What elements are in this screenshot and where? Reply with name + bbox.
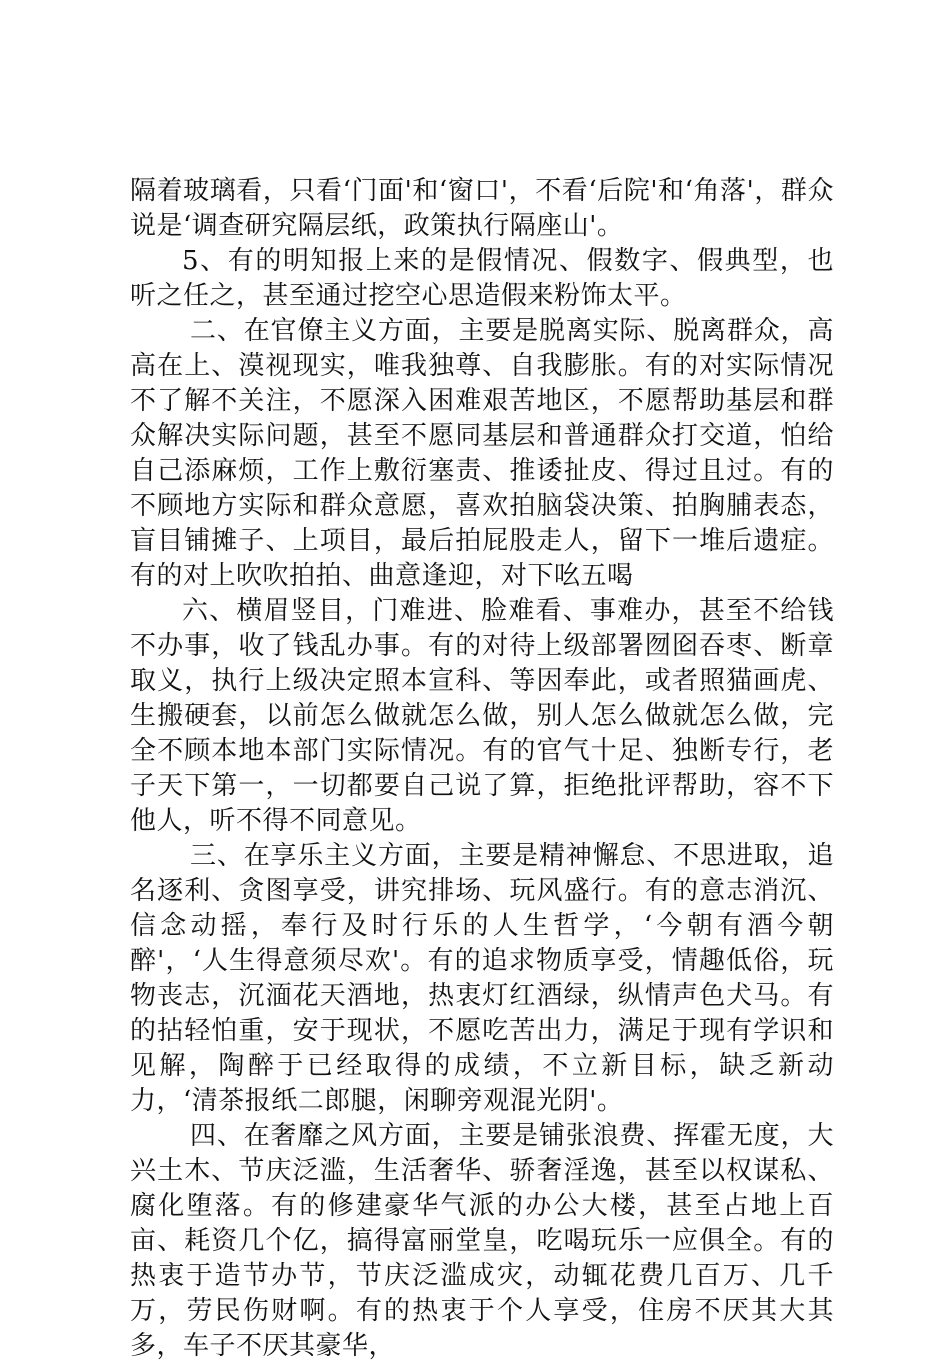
- paragraph-3: 二、在官僚主义方面，主要是脱离实际、脱离群众，高高在上、漠视现实，唯我独尊、自我膨胀。有的对实际情况不了解不关注，不愿深入困难艰苦地区，不愿帮助基层和群众解决实际问题，甚至不愿同基层和普通群众打交道，怕给自己添麻烦，工作上敷衍塞责、推诿扯皮、得过且过。有的不顾地方实际和群众意愿，喜欢拍脑袋决策、拍胸脯表态，盲目铺摊子、上项目，最后拍屁股走人，留下一堆后遗症。有的对上吹吹拍拍、曲意逢迎，对下吆五喝: [130, 316, 834, 591]
- paragraph-5: 三、在享乐主义方面，主要是精神懈怠、不思进取，追名逐利、贪图享受，讲究排场、玩风盛行。有的意志消沉、信念动摇，奉行及时行乐的人生哲学，‘今朝有酒今朝醉'，‘人生得意须尽欢'。有的追求物质享受，情趣低俗，玩物丧志，沉湎花天酒地，热衷灯红酒绿，纵情声色犬马。有的拈轻怕重，安于现状，不愿吃苦出力，满足于现有学识和见解，陶醉于已经取得的成绩，不立新目标，缺乏新动力，‘清茶报纸二郎腿，闲聊旁观混光阴'。: [130, 841, 834, 1116]
- paragraph-1: 隔着玻璃看，只看‘门面'和‘窗口'，不看‘后院'和‘角落'，群众说是‘调查研究隔层纸，政策执行隔座山'。: [130, 176, 834, 241]
- document-page: [130, 174, 834, 1364]
- paragraph-2: 5、有的明知报上来的是假情况、假数字、假典型，也听之任之，甚至通过挖空心思造假来粉饰太平。: [130, 246, 834, 311]
- paragraph-6: 四、在奢靡之风方面，主要是铺张浪费、挥霍无度，大兴土木、节庆泛滥，生活奢华、骄奢淫逸，甚至以权谋私、腐化堕落。有的修建豪华气派的办公大楼，甚至占地上百亩、耗资几个亿，搞得富丽堂皇，吃喝玩乐一应俱全。有的热衷于造节办节，节庆泛滥成灾，动辄花费几百万、几千万，劳民伤财啊。有的热衷于个人享受，住房不厌其大其多，车子不厌其豪华，: [130, 1121, 834, 1361]
- paragraph-4: 六、横眉竖目，门难进、脸难看、事难办，甚至不给钱不办事，收了钱乱办事。有的对待上级部署囫囵吞枣、断章取义，执行上级决定照本宣科、等因奉此，或者照猫画虎、生搬硬套，以前怎么做就怎么做，别人怎么做就怎么做，完全不顾本地本部门实际情况。有的官气十足、独断专行，老子天下第一，一切都要自己说了算，拒绝批评帮助，容不下他人，听不得不同意见。: [130, 596, 834, 836]
